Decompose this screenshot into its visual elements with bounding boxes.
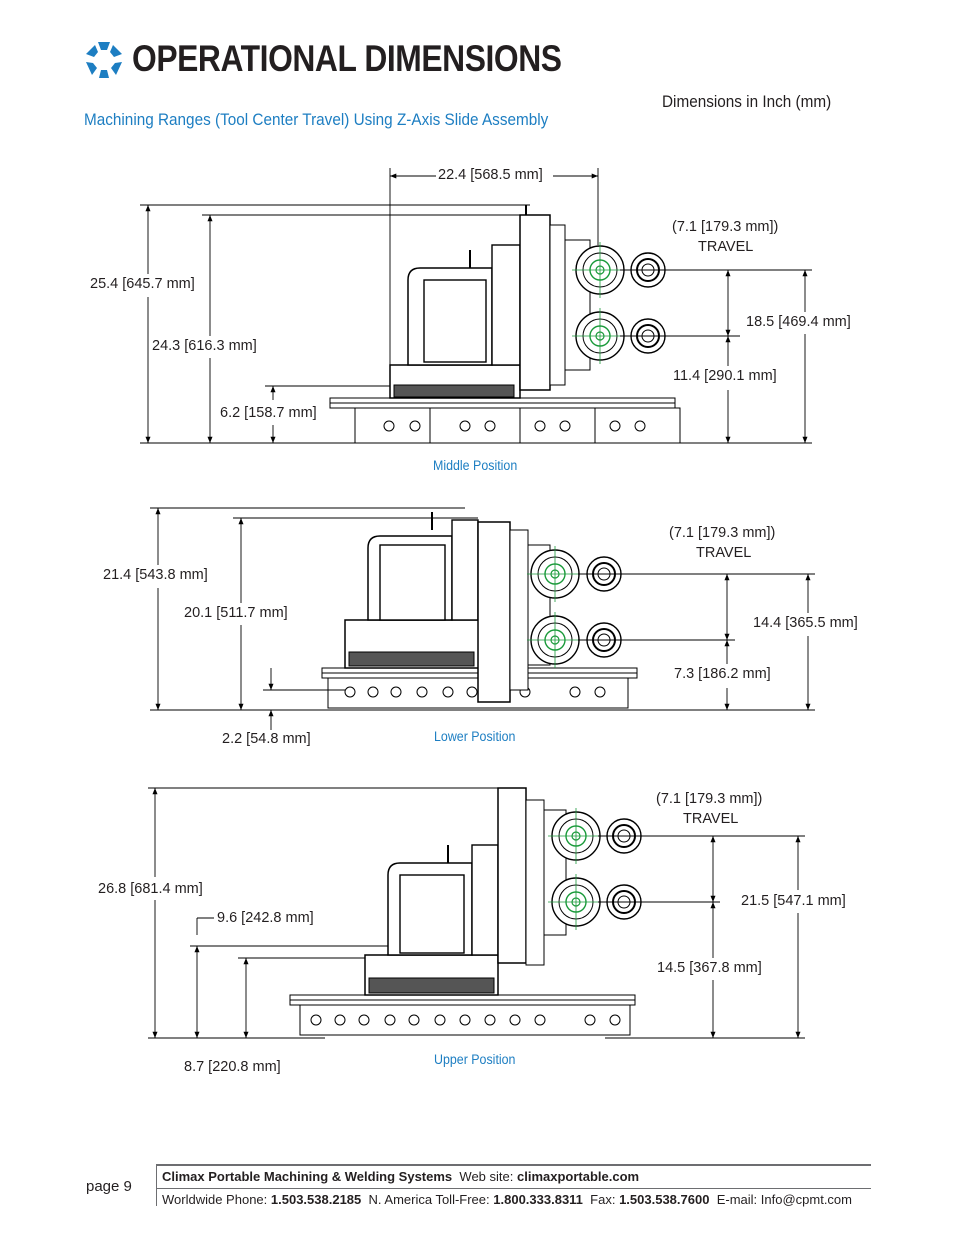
- lower-travel-label: TRAVEL: [696, 545, 752, 561]
- middle-width-label: 22.4 [568.5 mm]: [438, 167, 543, 183]
- tollfree-number: 1.800.333.8311: [493, 1192, 583, 1207]
- fax-number: 1.503.538.7600: [619, 1192, 710, 1207]
- middle-position-caption: Middle Position: [433, 458, 518, 473]
- lower-position-drawing: [322, 512, 637, 708]
- lower-upper-tool-label: 14.4 [365.5 mm]: [753, 615, 858, 631]
- middle-position-drawing: [330, 205, 680, 443]
- tollfree-label: N. America Toll-Free:: [368, 1192, 490, 1207]
- upper-travel-value: (7.1 [179.3 mm]): [656, 791, 763, 807]
- middle-inner-height-label: 24.3 [616.3 mm]: [152, 338, 257, 354]
- phone-number: 1.503.538.2185: [270, 1192, 362, 1207]
- units-note: Dimensions in Inch (mm): [662, 92, 832, 111]
- middle-travel-value: (7.1 [179.3 mm]): [672, 219, 779, 235]
- section-subtitle: Machining Ranges (Tool Center Travel) Using Z-Axis Slide Assembly: [84, 110, 549, 129]
- middle-travel-label: TRAVEL: [698, 239, 754, 255]
- fax-label: Fax:: [590, 1192, 616, 1207]
- website-label: Web site:: [459, 1169, 514, 1184]
- footer-divider: [156, 1188, 871, 1189]
- page-number: page 9: [86, 1178, 132, 1195]
- company-name: Climax Portable Machining & Welding Systems: [162, 1169, 453, 1184]
- website-link[interactable]: climaxportable.com: [516, 1169, 640, 1184]
- footer-vertical-rule: [156, 1164, 157, 1206]
- upper-upper-tool-label: 21.5 [547.1 mm]: [741, 893, 846, 909]
- lower-position-caption: Lower Position: [434, 729, 516, 744]
- lower-lower-tool-label: 7.3 [186.2 mm]: [674, 666, 771, 682]
- page-title: OPERATIONAL DIMENSIONS: [132, 38, 562, 79]
- middle-upper-tool-label: 18.5 [469.4 mm]: [746, 314, 851, 330]
- upper-position-caption: Upper Position: [434, 1052, 516, 1067]
- middle-overall-height-label: 25.4 [645.7 mm]: [90, 276, 195, 292]
- lower-travel-value: (7.1 [179.3 mm]): [669, 525, 776, 541]
- upper-base-height-label: 8.7 [220.8 mm]: [184, 1059, 281, 1075]
- footer-company-line: [162, 1169, 639, 1184]
- upper-lower-tool-label: 14.5 [367.8 mm]: [657, 960, 762, 976]
- footer-contact-line: [162, 1192, 852, 1207]
- email-label: E-mail:: [716, 1192, 758, 1207]
- lower-overall-height-label: 21.4 [543.8 mm]: [103, 567, 208, 583]
- phone-label: Worldwide Phone:: [162, 1192, 268, 1207]
- middle-base-height-label: 6.2 [158.7 mm]: [220, 405, 317, 421]
- email-link[interactable]: Info@cpmt.com: [760, 1192, 852, 1207]
- middle-lower-tool-label: 11.4 [290.1 mm]: [673, 368, 777, 384]
- upper-position-drawing: [290, 788, 641, 1035]
- upper-inner-height-label: 9.6 [242.8 mm]: [217, 910, 314, 926]
- lower-base-height-label: 2.2 [54.8 mm]: [222, 731, 311, 747]
- footer-rule: [156, 1164, 871, 1166]
- upper-travel-label: TRAVEL: [683, 811, 739, 827]
- upper-overall-height-label: 26.8 [681.4 mm]: [98, 881, 203, 897]
- lower-inner-height-label: 20.1 [511.7 mm]: [184, 605, 288, 621]
